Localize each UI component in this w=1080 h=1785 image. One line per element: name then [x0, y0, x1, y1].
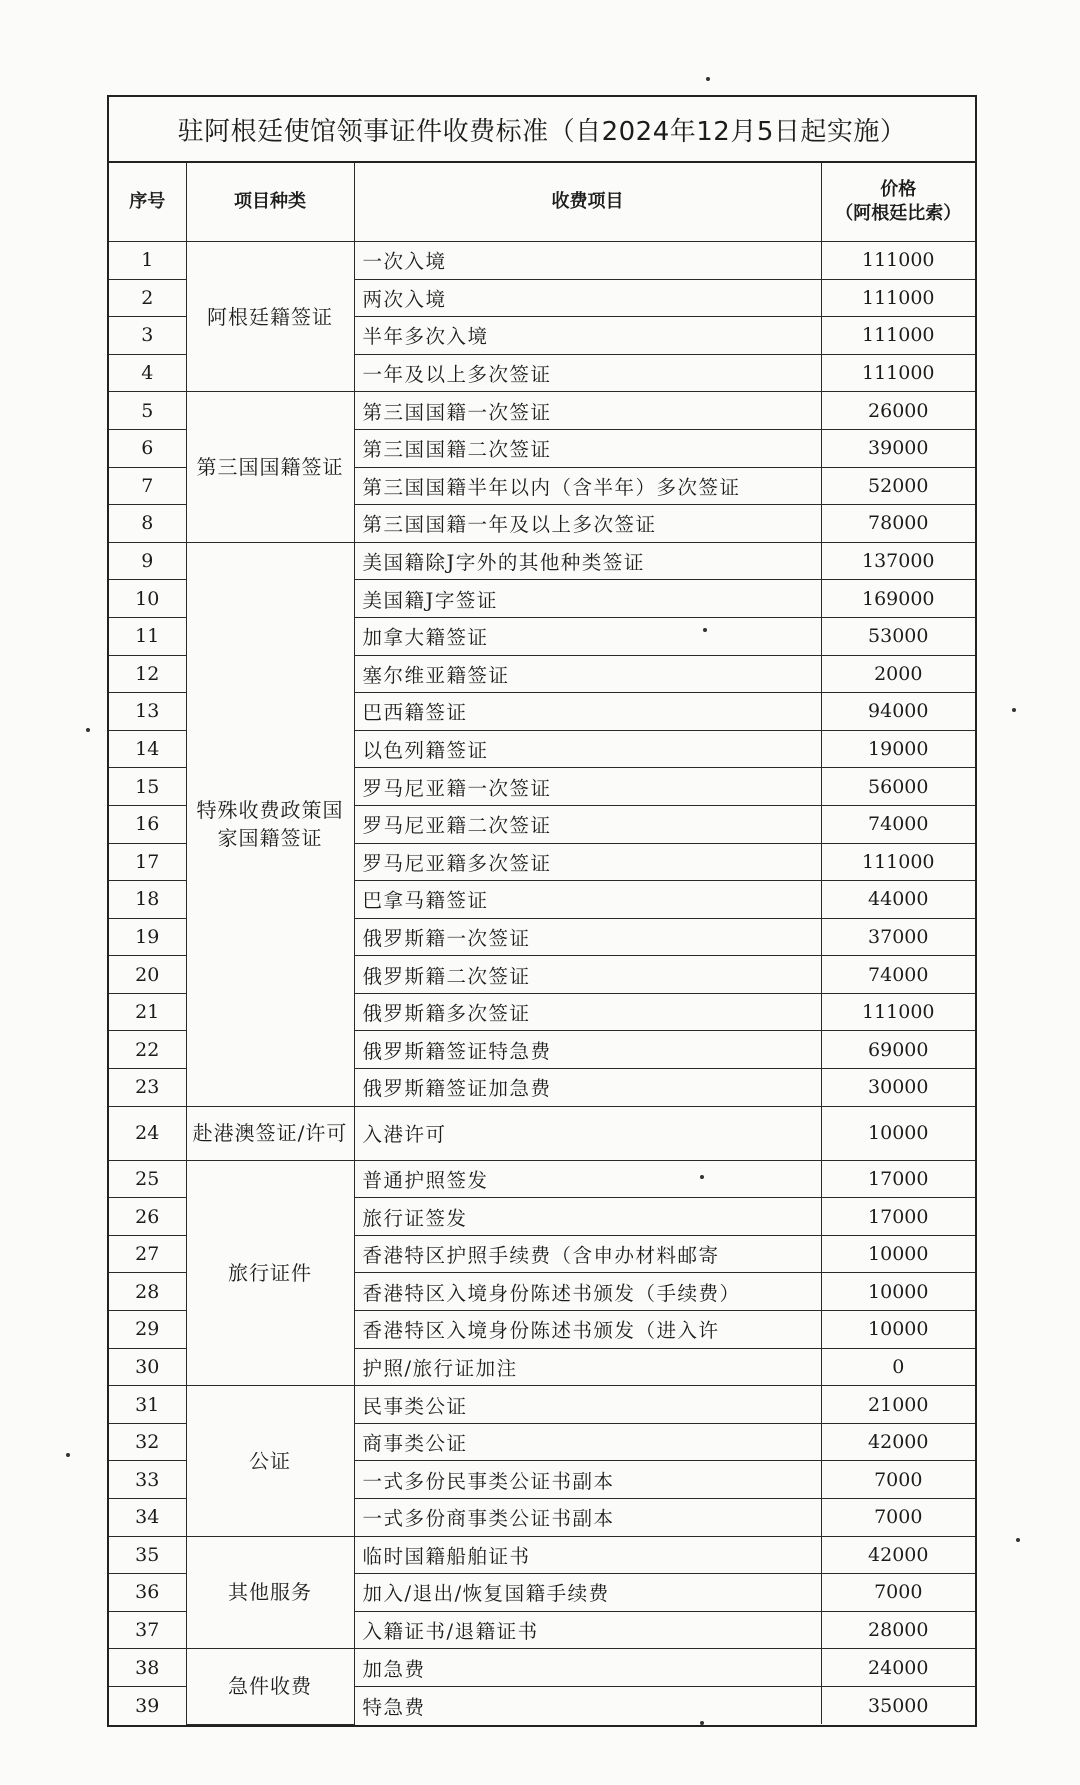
row-item: 护照/旅行证加注: [354, 1348, 821, 1386]
row-item: 罗马尼亚籍一次签证: [354, 768, 821, 806]
row-seq: 16: [109, 805, 186, 843]
row-price: 17000: [821, 1198, 975, 1236]
row-category: 特殊收费政策国家国籍签证: [186, 542, 354, 1106]
table-row: [109, 1160, 975, 1198]
row-price: 10000: [821, 1311, 975, 1349]
row-price: 111000: [821, 242, 975, 280]
row-price: 7000: [821, 1499, 975, 1537]
paper-speck: [706, 77, 710, 81]
table-row: [109, 1386, 975, 1424]
row-price: 37000: [821, 918, 975, 956]
row-seq: 22: [109, 1031, 186, 1069]
row-seq: 1: [109, 242, 186, 280]
row-price: 53000: [821, 617, 975, 655]
row-price: 56000: [821, 768, 975, 806]
row-price: 10000: [821, 1106, 975, 1160]
row-seq: 14: [109, 730, 186, 768]
row-seq: 12: [109, 655, 186, 693]
row-seq: 35: [109, 1536, 186, 1574]
row-seq: 34: [109, 1499, 186, 1537]
row-seq: 30: [109, 1348, 186, 1386]
row-item: 罗马尼亚籍二次签证: [354, 805, 821, 843]
row-seq: 2: [109, 279, 186, 317]
row-item: 美国籍J字签证: [354, 580, 821, 618]
row-item: 民事类公证: [354, 1386, 821, 1424]
header-seq: 序号: [109, 163, 186, 242]
row-seq: 17: [109, 843, 186, 881]
row-item: 俄罗斯籍签证加急费: [354, 1069, 821, 1107]
fee-table: [109, 163, 975, 1725]
header-category: 项目种类: [186, 163, 354, 242]
table-row: [109, 1649, 975, 1687]
row-item: 入籍证书/退籍证书: [354, 1611, 821, 1649]
row-seq: 20: [109, 956, 186, 994]
row-seq: 9: [109, 542, 186, 580]
row-item: 一次入境: [354, 242, 821, 280]
row-price: 17000: [821, 1160, 975, 1198]
row-price: 35000: [821, 1686, 975, 1724]
row-item: 罗马尼亚籍多次签证: [354, 843, 821, 881]
row-seq: 21: [109, 993, 186, 1031]
paper-speck: [1016, 1538, 1020, 1542]
row-price: 74000: [821, 956, 975, 994]
row-item: 巴西籍签证: [354, 693, 821, 731]
row-seq: 10: [109, 580, 186, 618]
row-price: 52000: [821, 467, 975, 505]
row-item: 旅行证签发: [354, 1198, 821, 1236]
row-seq: 6: [109, 429, 186, 467]
row-price: 2000: [821, 655, 975, 693]
row-category: 第三国国籍签证: [186, 392, 354, 542]
table-row: [109, 1106, 975, 1160]
row-seq: 36: [109, 1574, 186, 1612]
table-row: [109, 1536, 975, 1574]
row-price: 111000: [821, 317, 975, 355]
paper-speck: [66, 1453, 70, 1457]
row-price: 169000: [821, 580, 975, 618]
row-seq: 11: [109, 617, 186, 655]
row-seq: 38: [109, 1649, 186, 1687]
document-title: 驻阿根廷使馆领事证件收费标准（自2024年12月5日起实施）: [109, 97, 975, 163]
row-price: 42000: [821, 1423, 975, 1461]
row-price: 19000: [821, 730, 975, 768]
row-item: 第三国国籍一年及以上多次签证: [354, 505, 821, 543]
row-seq: 32: [109, 1423, 186, 1461]
row-item: 加急费: [354, 1649, 821, 1687]
row-price: 21000: [821, 1386, 975, 1424]
table-body: [109, 242, 975, 1725]
row-item: 俄罗斯籍二次签证: [354, 956, 821, 994]
row-seq: 5: [109, 392, 186, 430]
row-item: 入港许可: [354, 1106, 821, 1160]
row-category: 赴港澳签证/许可: [186, 1106, 354, 1160]
row-price: 26000: [821, 392, 975, 430]
row-item: 香港特区护照手续费（含申办材料邮寄: [354, 1235, 821, 1273]
row-item: 一式多份民事类公证书副本: [354, 1461, 821, 1499]
row-price: 24000: [821, 1649, 975, 1687]
row-price: 94000: [821, 693, 975, 731]
row-price: 78000: [821, 505, 975, 543]
row-seq: 37: [109, 1611, 186, 1649]
header-price-unit: （阿根廷比索）: [835, 203, 962, 224]
row-price: 69000: [821, 1031, 975, 1069]
table-row: [109, 392, 975, 430]
row-seq: 4: [109, 354, 186, 392]
row-seq: 18: [109, 881, 186, 919]
row-seq: 23: [109, 1069, 186, 1107]
row-seq: 15: [109, 768, 186, 806]
row-price: 74000: [821, 805, 975, 843]
row-item: 特急费: [354, 1686, 821, 1724]
row-price: 111000: [821, 993, 975, 1031]
row-item: 以色列籍签证: [354, 730, 821, 768]
row-seq: 3: [109, 317, 186, 355]
row-item: 香港特区入境身份陈述书颁发（手续费）: [354, 1273, 821, 1311]
row-seq: 29: [109, 1311, 186, 1349]
row-seq: 33: [109, 1461, 186, 1499]
row-seq: 8: [109, 505, 186, 543]
row-category: 其他服务: [186, 1536, 354, 1649]
header-price: [821, 163, 975, 242]
row-price: 39000: [821, 429, 975, 467]
row-seq: 39: [109, 1686, 186, 1724]
row-seq: 24: [109, 1106, 186, 1160]
row-item: 俄罗斯籍多次签证: [354, 993, 821, 1031]
row-item: 半年多次入境: [354, 317, 821, 355]
paper-speck: [86, 728, 90, 732]
row-item: 塞尔维亚籍签证: [354, 655, 821, 693]
row-seq: 13: [109, 693, 186, 731]
row-category: 急件收费: [186, 1649, 354, 1724]
row-price: 28000: [821, 1611, 975, 1649]
row-item: 巴拿马籍签证: [354, 881, 821, 919]
row-price: 111000: [821, 354, 975, 392]
row-seq: 7: [109, 467, 186, 505]
table-row: [109, 242, 975, 280]
row-category: 阿根廷籍签证: [186, 242, 354, 392]
row-seq: 26: [109, 1198, 186, 1236]
row-price: 0: [821, 1348, 975, 1386]
row-price: 10000: [821, 1273, 975, 1311]
row-seq: 28: [109, 1273, 186, 1311]
row-seq: 31: [109, 1386, 186, 1424]
row-item: 香港特区入境身份陈述书颁发（进入许: [354, 1311, 821, 1349]
row-price: 10000: [821, 1235, 975, 1273]
row-item: 一年及以上多次签证: [354, 354, 821, 392]
paper-speck: [1012, 708, 1016, 712]
row-category: 公证: [186, 1386, 354, 1536]
row-item: 商事类公证: [354, 1423, 821, 1461]
row-price: 44000: [821, 881, 975, 919]
row-item: 第三国国籍半年以内（含半年）多次签证: [354, 467, 821, 505]
table-row: [109, 542, 975, 580]
row-seq: 19: [109, 918, 186, 956]
row-price: 42000: [821, 1536, 975, 1574]
row-item: 临时国籍船舶证书: [354, 1536, 821, 1574]
row-item: 第三国国籍一次签证: [354, 392, 821, 430]
row-seq: 27: [109, 1235, 186, 1273]
fee-schedule-document: [107, 95, 977, 1727]
row-price: 30000: [821, 1069, 975, 1107]
row-item: 加入/退出/恢复国籍手续费: [354, 1574, 821, 1612]
row-price: 111000: [821, 279, 975, 317]
header-price-label: 价格: [880, 179, 917, 200]
row-item: 俄罗斯籍一次签证: [354, 918, 821, 956]
row-item: 美国籍除J字外的其他种类签证: [354, 542, 821, 580]
header-item: 收费项目: [354, 163, 821, 242]
table-header-row: [109, 163, 975, 242]
row-item: 一式多份商事类公证书副本: [354, 1499, 821, 1537]
row-price: 7000: [821, 1574, 975, 1612]
row-item: 加拿大籍签证: [354, 617, 821, 655]
row-price: 111000: [821, 843, 975, 881]
row-item: 两次入境: [354, 279, 821, 317]
row-seq: 25: [109, 1160, 186, 1198]
row-category: 旅行证件: [186, 1160, 354, 1386]
row-item: 第三国国籍二次签证: [354, 429, 821, 467]
row-item: 普通护照签发: [354, 1160, 821, 1198]
row-price: 7000: [821, 1461, 975, 1499]
row-price: 137000: [821, 542, 975, 580]
row-item: 俄罗斯籍签证特急费: [354, 1031, 821, 1069]
